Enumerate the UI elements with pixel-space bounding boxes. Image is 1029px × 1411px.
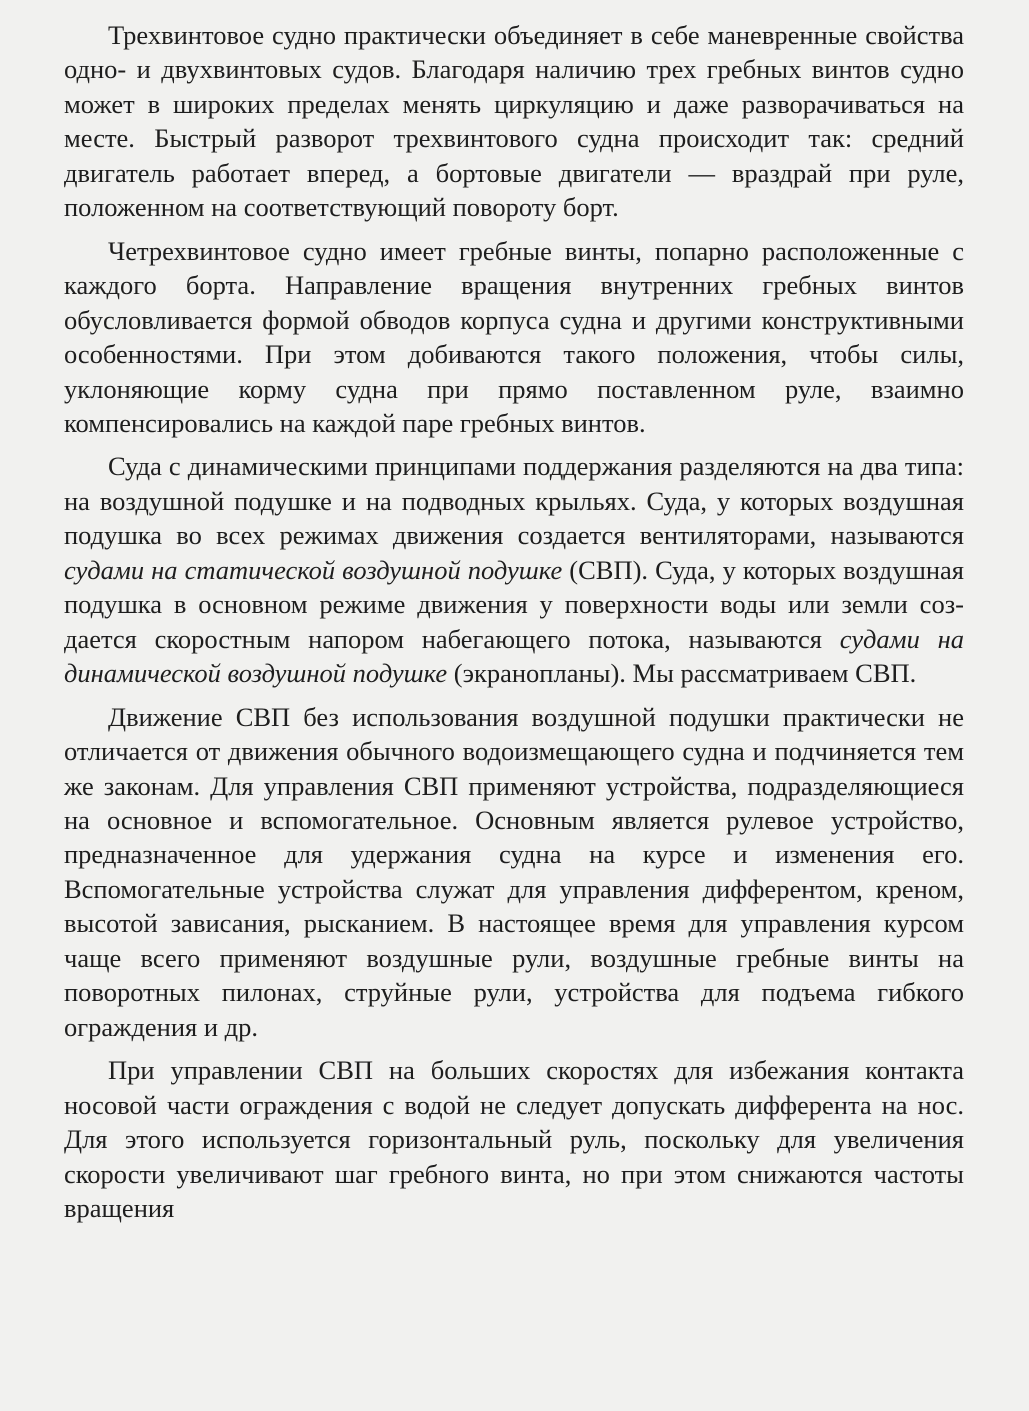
paragraph-hovercraft-control xyxy=(64,700,964,1045)
page-text xyxy=(64,18,964,1225)
paragraph-three-screw-vessel xyxy=(64,18,964,225)
text-run: Суда с динамическими принципами поддержания разделяются на два типа: на воздушной подушке и на подводных крыльях. Суда, у которых воздушная подушка во всех режимах движения создается вентиляторами, называются xyxy=(64,451,964,551)
text-run: При управлении СВП на больших скоростях для избежания контакта носовой части ограждения с водой не следует допускать дифферента на нос. Для этого используется горизонтальный руль, поскольку для увеличения скорости увеличивают шаг гребного винта, но при этом снижаются частоты вращения xyxy=(64,1055,964,1223)
text-run: Трехвинтовое судно практически объединяет в себе маневренные свойства одно- и двухвинтовых судов. Благодаря наличию трех гребных винтов судно может в широких пределах менять циркуляцию и даже разворачиваться на месте. Быстрый разворот трехвинтового судна происходит так: средний двигатель работает вперед, а бортовые двигатели — враздрай при руле, положенном на соответствующий повороту борт. xyxy=(64,20,964,223)
paragraph-dynamic-support-vessels xyxy=(64,449,964,690)
text-run: (экранопланы). Мы рассматриваем СВП. xyxy=(447,658,917,689)
text-run: Движение СВП без использования воздушной подушки практически не отличается от движения обычного водоизмещающего судна и подчиняется тем же законам. Для управления СВП применяют устройства, подразделяющиеся на основное и вспомогательное. Основным является рулевое устройство, предназначенное для удержания судна на курсе и изменения его. Вспомогательные устройства служат для управления дифферентом, креном, высотой зависания, рысканием. В настоящее время для управления курсом чаще всего применяют воздушные рули, воздушные гребные винты на поворотных пилонах, струйные рули, устройства для подъема гибкого ограждения и др. xyxy=(64,701,964,1042)
text-run: (СВП). Суда, у которых воздушная подушка в основном режиме движения у поверхности воды или земли создается скоростным напором набегающего потока, называются xyxy=(64,554,964,654)
paragraph-four-screw-vessel xyxy=(64,234,964,441)
italic-term: судами на динамической воздушной подушке xyxy=(64,623,965,689)
paragraph-high-speed-control xyxy=(64,1053,964,1225)
italic-term: судами на статической воздушной подушке xyxy=(64,554,563,585)
text-run: Четрехвинтовое судно имеет гребные винты, попарно расположенные с каждого борта. Направление вращения внутренних гребных винтов обусловливается формой обводов корпуса судна и другими конструктивными особенностями. При этом добиваются такого положения, чтобы силы, уклоняющие корму судна при прямо поставленном руле, взаимно компенсировались на каждой паре гребных винтов. xyxy=(64,235,964,438)
